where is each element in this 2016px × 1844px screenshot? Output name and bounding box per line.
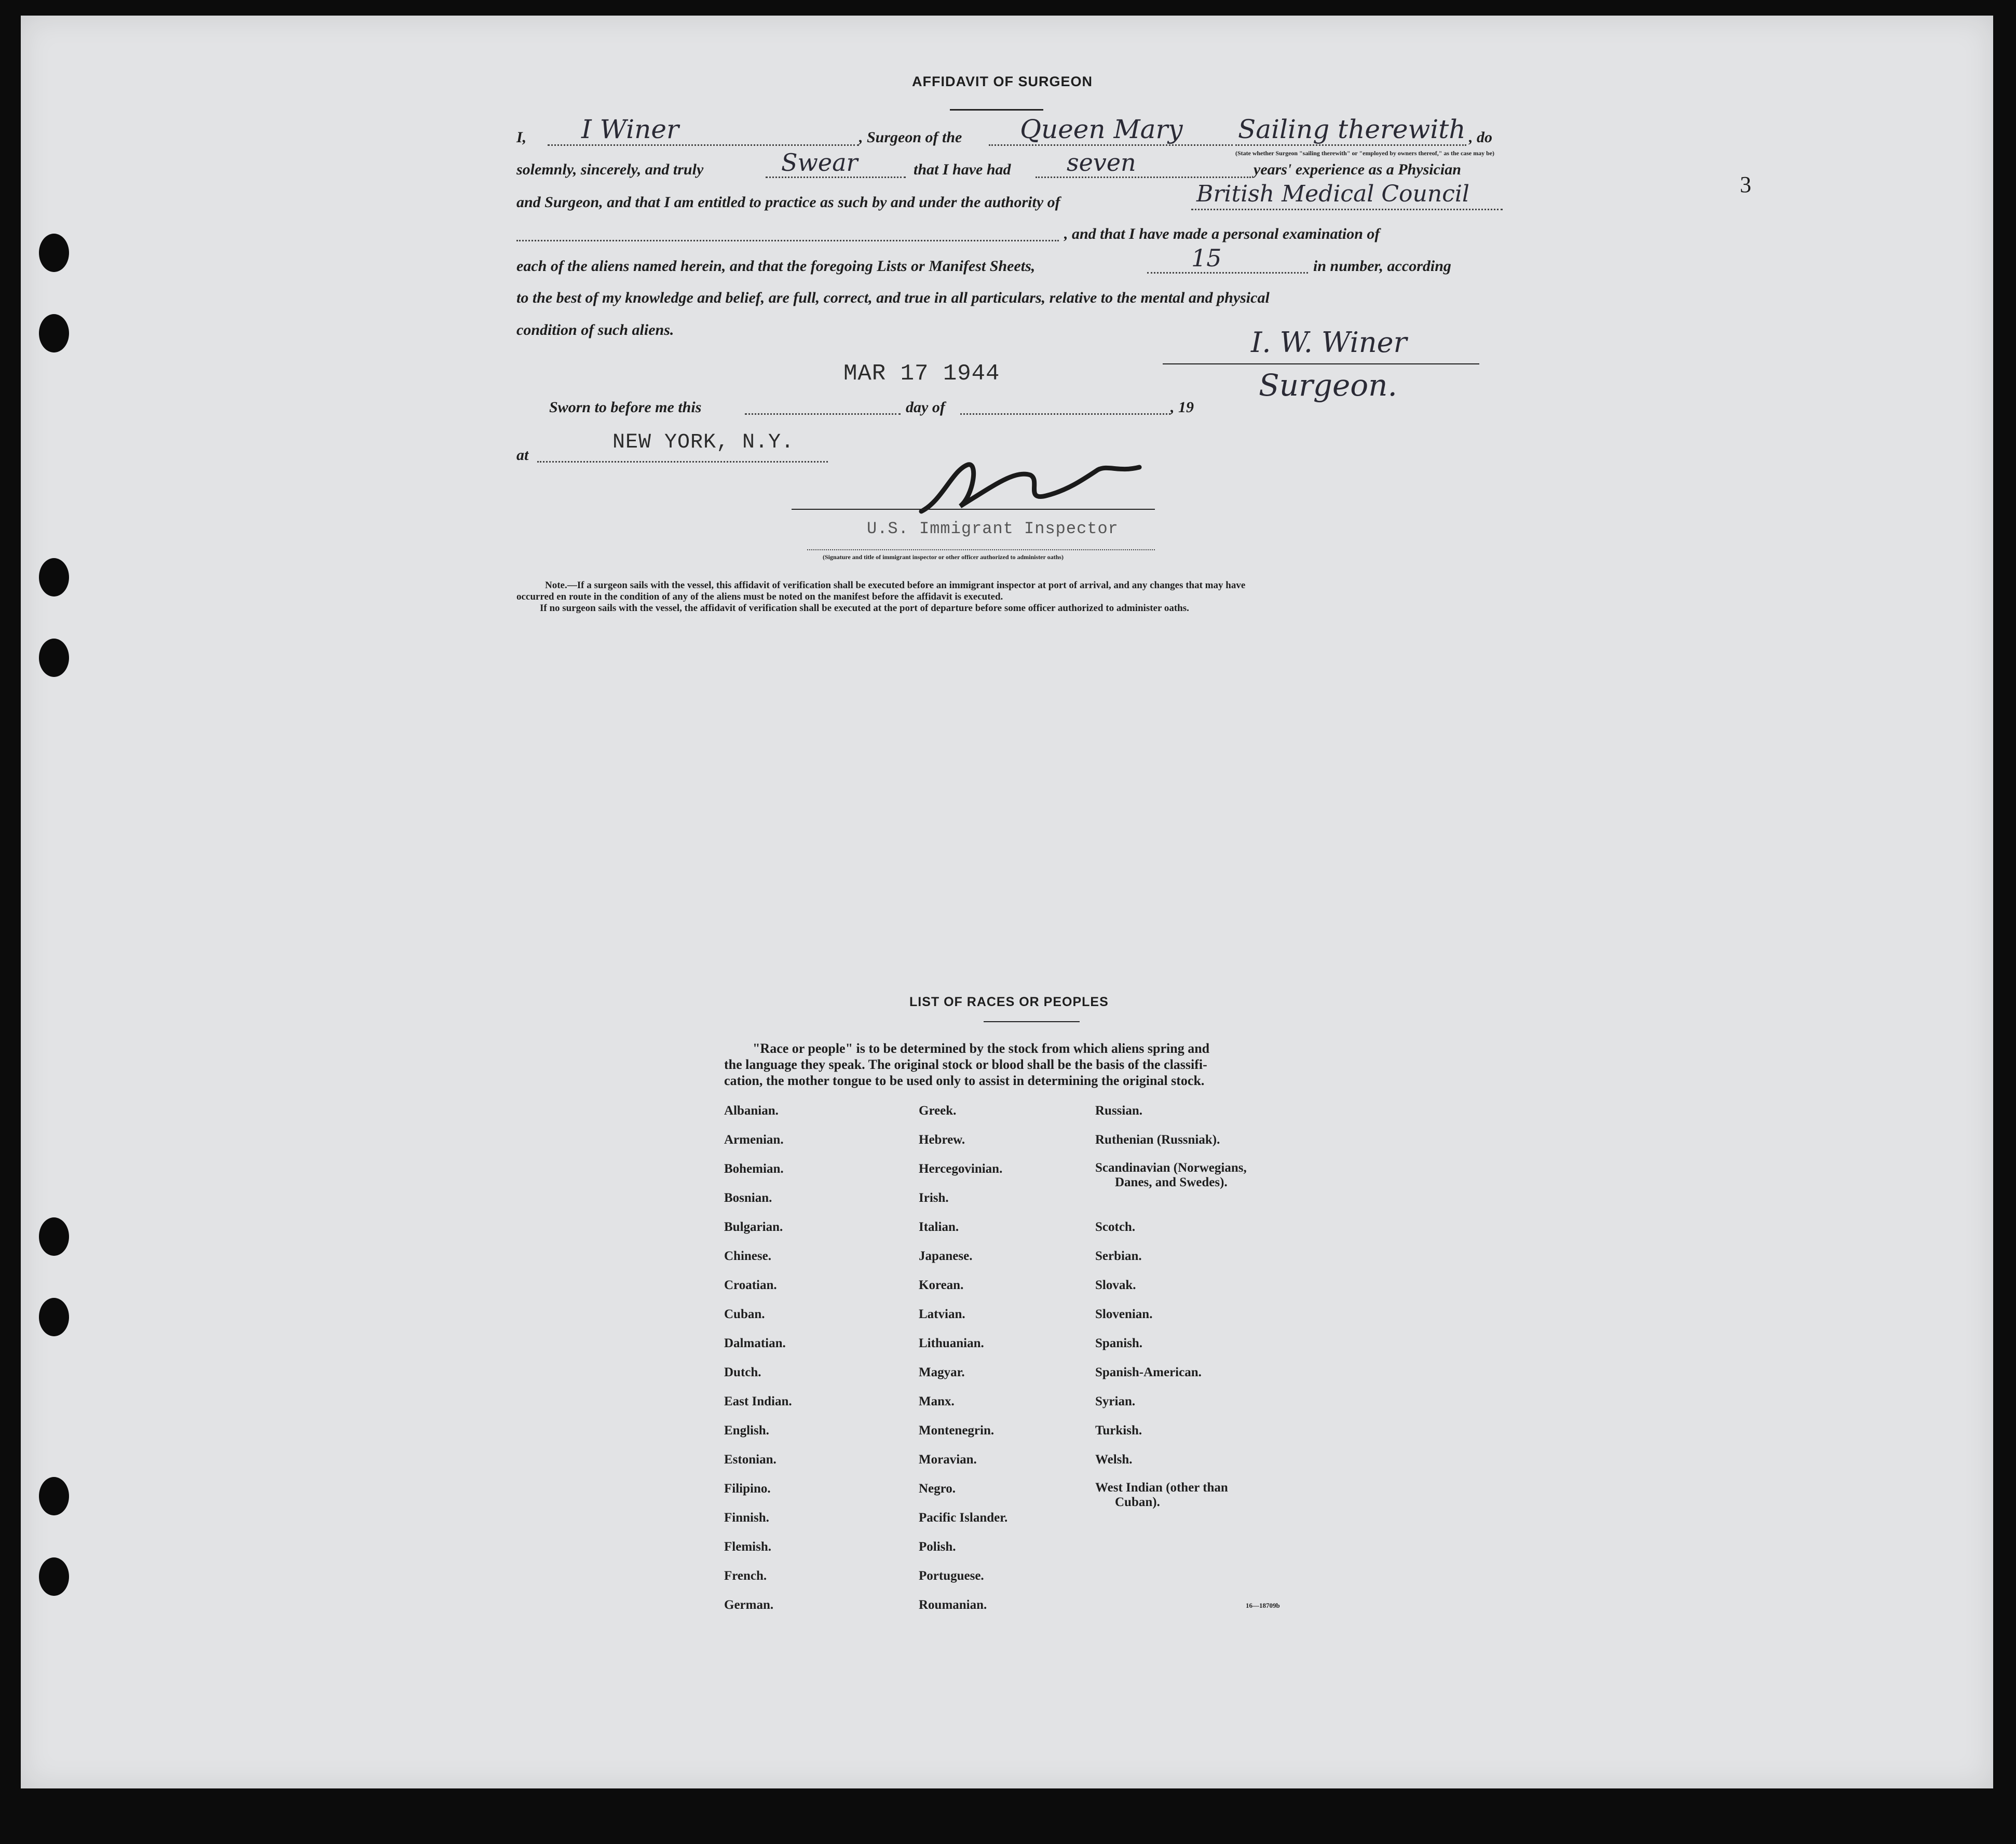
punch-hole (39, 1557, 69, 1596)
sworn-month-line (960, 413, 1170, 415)
race-item: Scotch. (1095, 1220, 1136, 1234)
date-stamp: MAR 17 1944 (843, 361, 1000, 387)
day-of-label: day of (906, 399, 945, 416)
surgeon-of-label: , Surgeon of the (859, 129, 962, 146)
race-item: Estonian. (724, 1453, 777, 1467)
authority-handwritten: British Medical Council (1196, 181, 1469, 207)
race-item: Russian. (1095, 1104, 1143, 1118)
punch-hole (39, 558, 69, 596)
inspector-stamp: U.S. Immigrant Inspector (867, 519, 1119, 538)
race-item: Slovak. (1095, 1278, 1136, 1292)
races-intro (724, 1040, 1264, 1089)
sworn-label: Sworn to before me this (549, 399, 702, 416)
each-alien-label: each of the aliens named herein, and that the foregoing Lists or Manifest Sheets, (516, 257, 1036, 275)
race-item: Pacific Islander. (919, 1511, 1008, 1525)
form-number: 16—18709b (1246, 1602, 1280, 1609)
race-item: Portuguese. (919, 1569, 984, 1583)
note-line-1: Note.—If a surgeon sails with the vessel, this affidavit of verification shall be executed before an immigrant inspector at port of arrival, and any changes that may have (545, 580, 1246, 591)
race-item: West Indian (other than (1095, 1481, 1228, 1495)
race-item: Montenegrin. (919, 1423, 995, 1438)
race-item: Moravian. (919, 1453, 977, 1467)
punch-hole (39, 1477, 69, 1515)
intro-line-1: "Race or people" is to be determined by the stock from which aliens spring and (753, 1041, 1210, 1056)
authority-line-2 (516, 240, 1059, 241)
race-item: Filipino. (724, 1482, 771, 1496)
solemnly-label: solemnly, sincerely, and truly (516, 161, 704, 178)
race-item: Negro. (919, 1482, 956, 1496)
punch-hole (39, 639, 69, 677)
affidavit-title: AFFIDAVIT OF SURGEON (912, 74, 1093, 89)
race-item: Polish. (919, 1540, 956, 1554)
place-line (537, 461, 828, 463)
punch-hole (39, 314, 69, 352)
sworn-day-line (745, 413, 901, 415)
race-item: Slovenian. (1095, 1307, 1153, 1321)
years-handwritten: seven (1067, 148, 1136, 177)
ship-line (989, 144, 1233, 146)
race-item: Chinese. (724, 1249, 771, 1263)
race-item: Dutch. (724, 1365, 761, 1379)
race-item: French. (724, 1569, 767, 1583)
punch-hole (39, 1217, 69, 1256)
race-item: English. (724, 1423, 769, 1438)
manifest-sheet (21, 16, 1993, 1788)
race-item: Ruthenian (Russniak). (1095, 1133, 1220, 1147)
surgeon-sign-title: Surgeon. (1259, 368, 1397, 403)
years-line (1036, 177, 1251, 178)
year-label: , 19 (1170, 399, 1194, 416)
race-item: Cuban. (724, 1307, 765, 1321)
race-item: East Indian. (724, 1394, 792, 1408)
swear-handwritten: Swear (781, 148, 858, 177)
race-item: Spanish. (1095, 1336, 1143, 1350)
in-number-label: in number, according (1313, 257, 1451, 275)
race-item: Magyar. (919, 1365, 965, 1379)
surgeon-name-line (548, 144, 859, 146)
note-line-3: If no surgeon sails with the vessel, the affidavit of verification shall be executed at the port of departure before some officer authorized to administer oaths. (540, 603, 1189, 614)
races-title: LIST OF RACES OR PEOPLES (909, 995, 1109, 1009)
page-number: 3 (1740, 172, 1751, 197)
sailing-handwritten: Sailing therewith (1238, 114, 1466, 144)
race-item: Irish. (919, 1191, 949, 1205)
race-item: Hebrew. (919, 1133, 965, 1147)
race-item: Manx. (919, 1394, 955, 1408)
do-label: , do (1469, 129, 1492, 146)
punch-hole (39, 234, 69, 272)
authority-line (1191, 209, 1503, 210)
race-item: Welsh. (1095, 1453, 1133, 1467)
surgeon-signature: I. W. Winer (1251, 326, 1407, 359)
place-stamp: NEW YORK, N.Y. (612, 431, 795, 454)
race-item: Finnish. (724, 1511, 769, 1525)
race-item: Bulgarian. (724, 1220, 783, 1234)
race-item: Turkish. (1095, 1423, 1142, 1438)
race-item: Croatian. (724, 1278, 777, 1292)
examination-label: , and that I have made a personal examination of (1064, 225, 1380, 242)
swear-line (766, 177, 906, 178)
race-item: Albanian. (724, 1104, 779, 1118)
at-label: at (516, 446, 529, 464)
best-knowledge-label: to the best of my knowledge and belief, are full, correct, and true in all particulars, relative to the mental and physical (516, 289, 1270, 306)
years-label: years' experience as a Physician (1254, 161, 1461, 178)
race-item: Bohemian. (724, 1162, 784, 1176)
race-item: Flemish. (724, 1540, 771, 1554)
race-item: Dalmatian. (724, 1336, 786, 1350)
race-item: Scandinavian (Norwegians, (1095, 1161, 1247, 1175)
intro-line-3: cation, the mother tongue to be used only to assist in determining the original stock. (724, 1073, 1205, 1088)
race-item: Lithuanian. (919, 1336, 984, 1350)
note-line-2: occurred en route in the condition of any of the aliens must be noted on the manifest before the affidavit is executed. (516, 591, 1003, 602)
sheets-handwritten: 15 (1191, 244, 1222, 272)
surgeon-line-label: and Surgeon, and that I am entitled to practice as such by and under the authority of (516, 194, 1060, 211)
sailing-line (1235, 144, 1466, 146)
surgeon-name-handwritten: I Winer (581, 114, 679, 144)
sheets-line (1147, 272, 1308, 274)
race-item: Latvian. (919, 1307, 965, 1321)
race-item: Bosnian. (724, 1191, 772, 1205)
signature-caption: (Signature and title of immigrant inspector or other officer authorized to administer oaths) (823, 553, 1064, 561)
races-title-underline (984, 1021, 1080, 1022)
state-whether-note: (State whether Surgeon "sailing therewith" or "employed by owners thereof," as the case may be) (1235, 150, 1495, 157)
inspector-caption-line (807, 549, 1155, 550)
have-had-label: that I have had (914, 161, 1011, 178)
race-item: Armenian. (724, 1133, 784, 1147)
race-item: Spanish-American. (1095, 1365, 1202, 1379)
race-item: Serbian. (1095, 1249, 1142, 1263)
signature-line (1163, 363, 1479, 364)
race-item: Roumanian. (919, 1598, 987, 1612)
inspector-line (792, 509, 1155, 510)
title-underline (950, 109, 1043, 111)
race-item: Greek. (919, 1104, 957, 1118)
race-item: Italian. (919, 1220, 959, 1234)
race-item: Japanese. (919, 1249, 973, 1263)
ship-name-handwritten: Queen Mary (1020, 114, 1183, 144)
punch-hole (39, 1298, 69, 1336)
race-item: Hercegovinian. (919, 1162, 1003, 1176)
race-item: Syrian. (1095, 1394, 1136, 1408)
race-item: Cuban). (1115, 1495, 1160, 1509)
intro-line-2: the language they speak. The original stock or blood shall be the basis of the classifi- (724, 1057, 1207, 1072)
race-item: Danes, and Swedes). (1115, 1175, 1228, 1189)
race-item: Korean. (919, 1278, 964, 1292)
race-item: German. (724, 1598, 774, 1612)
i-label: I, (516, 129, 527, 146)
condition-label: condition of such aliens. (516, 321, 674, 338)
